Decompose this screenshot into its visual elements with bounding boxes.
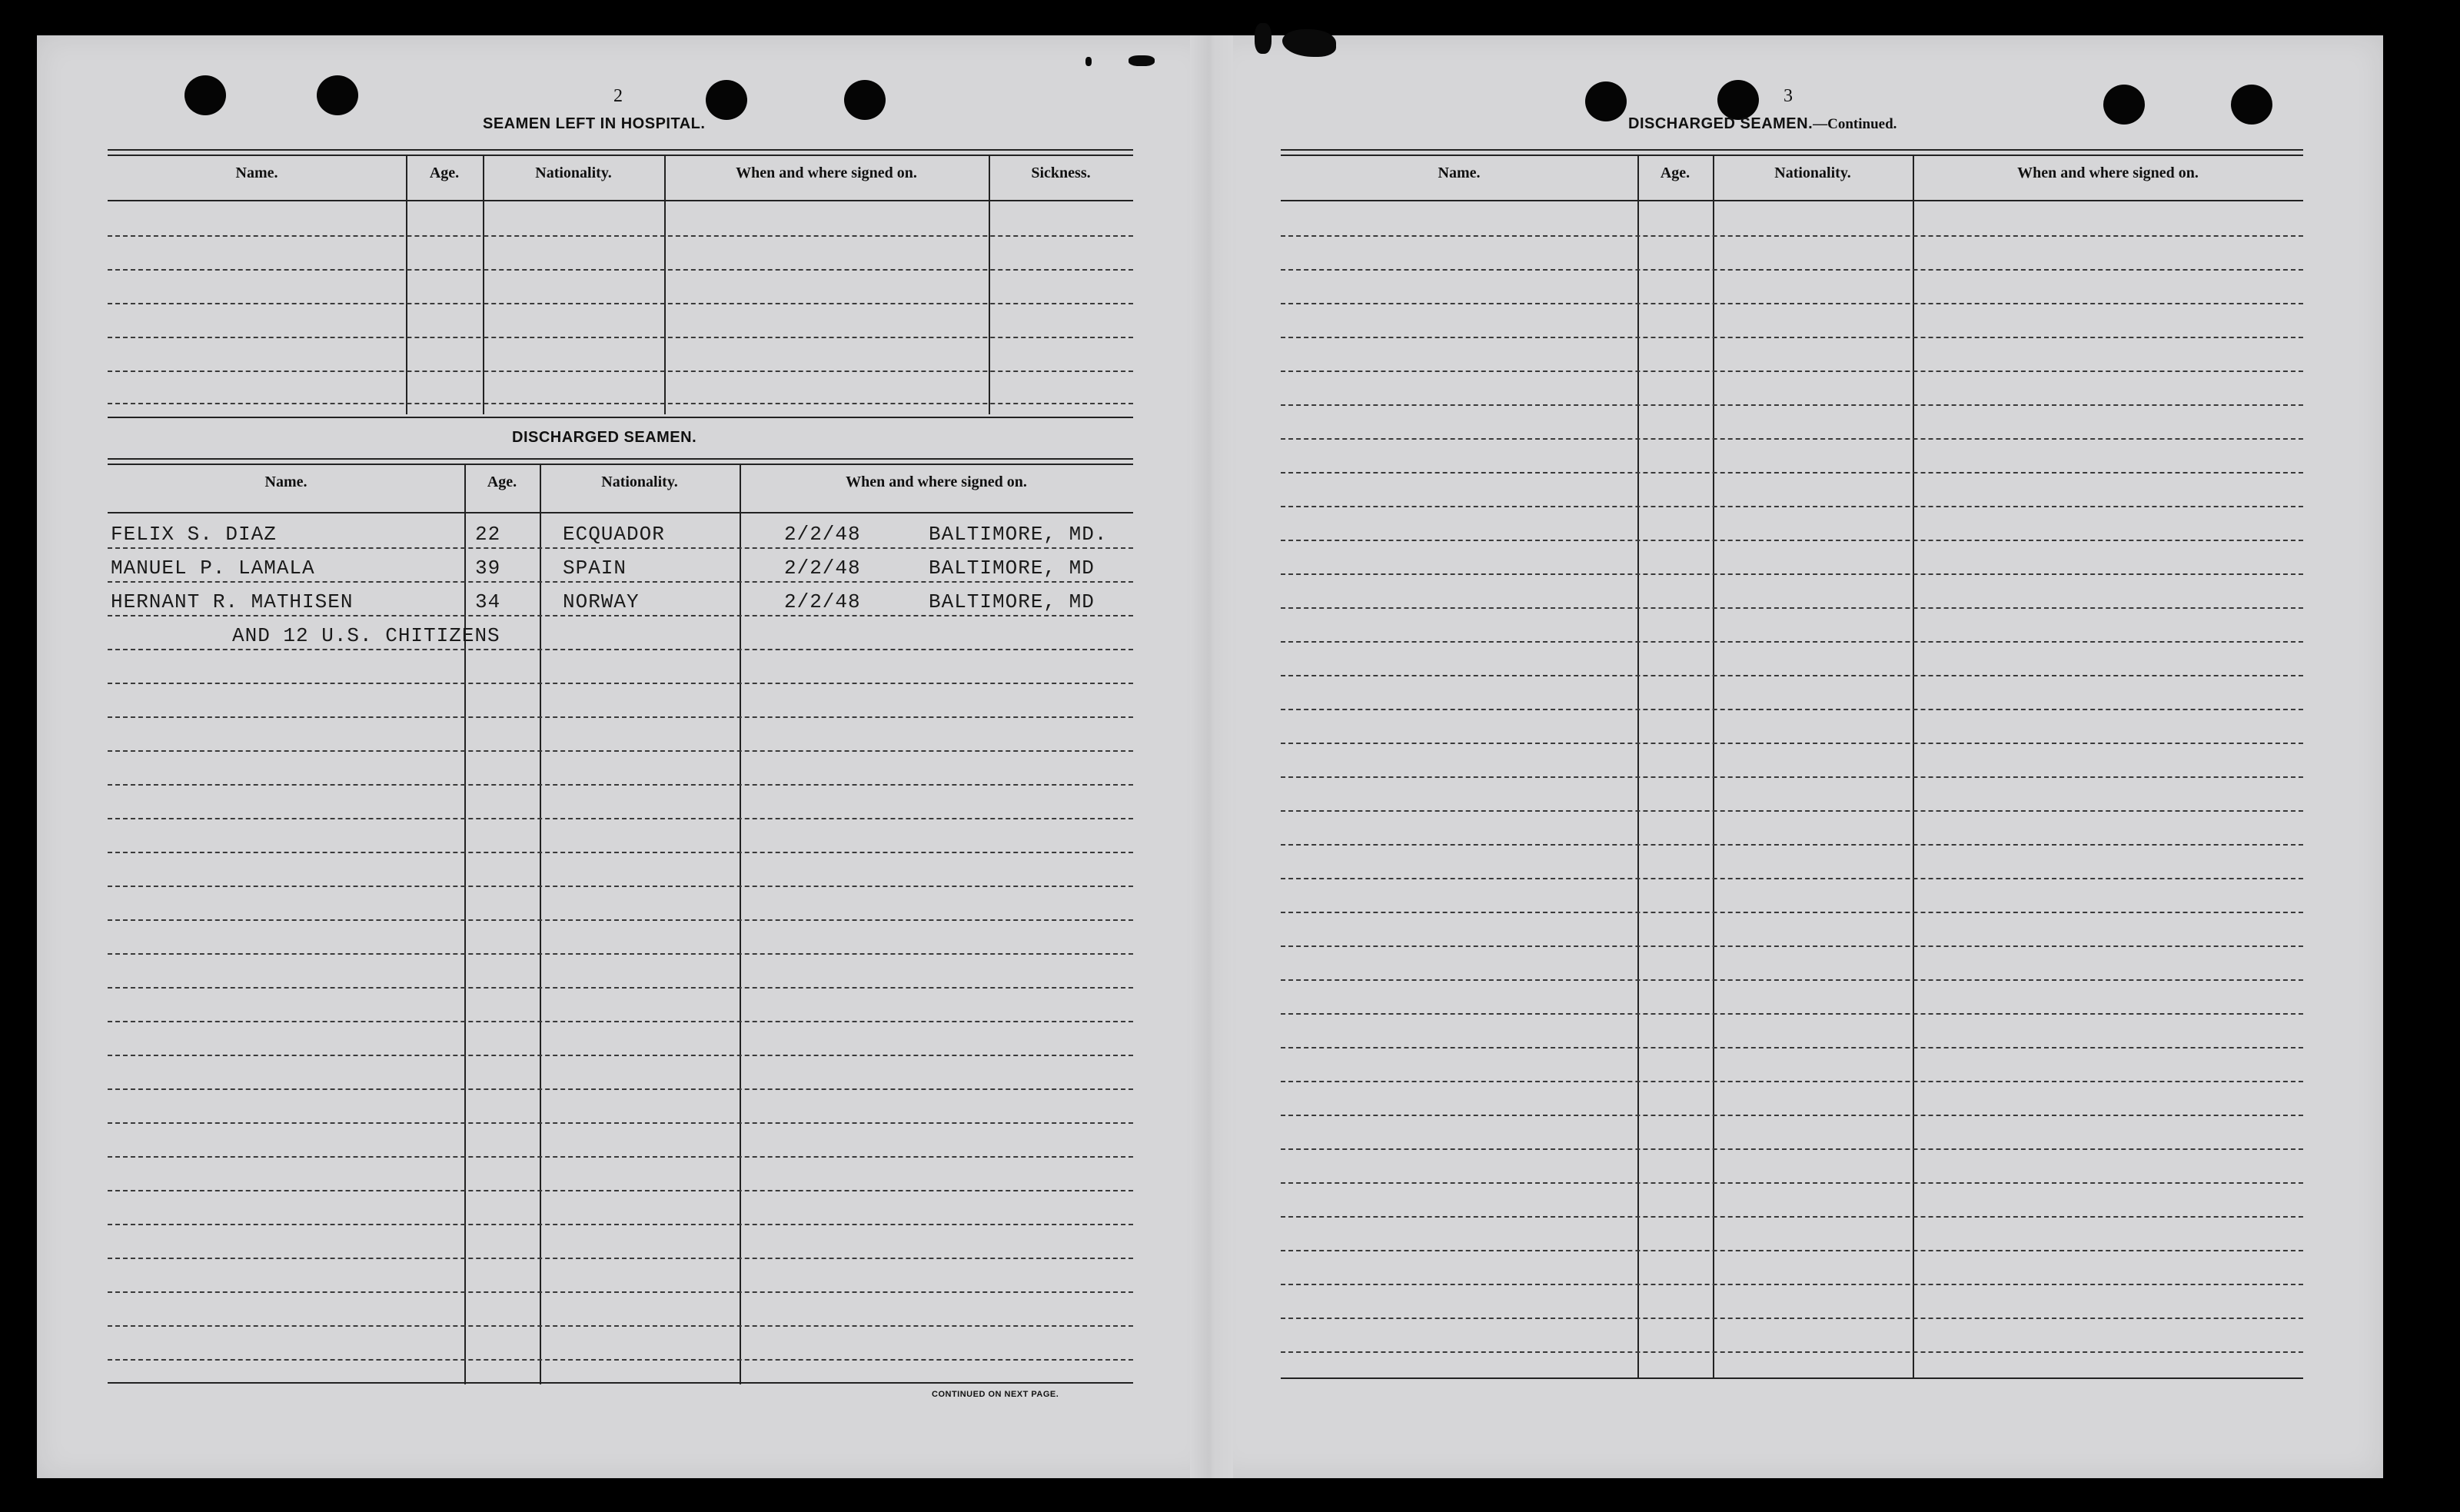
column-header: When and where signed on. [846,474,1027,490]
hospital-table [108,149,1133,420]
paper-tear [1129,55,1155,66]
binding-gutter [1190,35,1233,1478]
column-header: Nationality. [601,474,678,490]
column-header: Name. [264,474,308,490]
seaman-nationality: NORWAY [563,590,640,613]
title-text: DISCHARGED SEAMEN. [1628,115,1813,132]
page-number: 2 [613,86,623,106]
column-header: Age. [429,164,460,181]
section-title-discharged: DISCHARGED SEAMEN. [512,429,697,446]
column-header: Sickness. [1031,164,1091,181]
punch-hole [2103,85,2145,125]
seaman-name: MANUEL P. LAMALA [111,557,315,580]
page-number: 3 [1784,86,1793,106]
paper-tear [1255,23,1272,54]
column-header: When and where signed on. [736,164,917,181]
punch-hole [184,75,226,115]
column-header: Nationality. [535,164,612,181]
title-suffix: —Continued. [1813,116,1897,132]
section-title-hospital: SEAMEN LEFT IN HOSPITAL. [483,115,706,132]
seaman-name: FELIX S. DIAZ [111,523,277,546]
punch-hole [1717,80,1759,120]
signed-on-place: BALTIMORE, MD [929,590,1095,613]
seaman-age: 39 [475,557,501,580]
seaman-nationality: SPAIN [563,557,627,580]
section-title-discharged-continued [1628,115,1897,133]
column-header: Nationality. [1774,164,1851,181]
column-header: Age. [487,474,517,490]
seaman-name: HERNANT R. MATHISEN [111,590,354,613]
column-header: Age. [1660,164,1690,181]
column-header: Name. [1438,164,1481,181]
discharged-table [108,458,1133,1385]
column-header: When and where signed on. [2017,164,2199,181]
signed-on-date: 2/2/48 [784,557,861,580]
signed-on-place: BALTIMORE, MD [929,557,1095,580]
discharged-continued-table [1281,149,2303,1385]
signed-on-place: BALTIMORE, MD. [929,523,1108,546]
signed-on-date: 2/2/48 [784,523,861,546]
seaman-nationality: ECQUADOR [563,523,665,546]
column-header: Name. [235,164,278,181]
seaman-age: 22 [475,523,501,546]
punch-hole [317,75,358,115]
punch-hole [844,80,886,120]
seaman-age: 34 [475,590,501,613]
punch-hole [706,80,747,120]
paper-tear [1085,57,1092,66]
continued-note: CONTINUED ON NEXT PAGE. [932,1390,1059,1399]
punch-hole [1585,81,1627,121]
crew-note: AND 12 U.S. CHITIZENS [232,624,500,647]
signed-on-date: 2/2/48 [784,590,861,613]
punch-hole [2231,85,2272,125]
